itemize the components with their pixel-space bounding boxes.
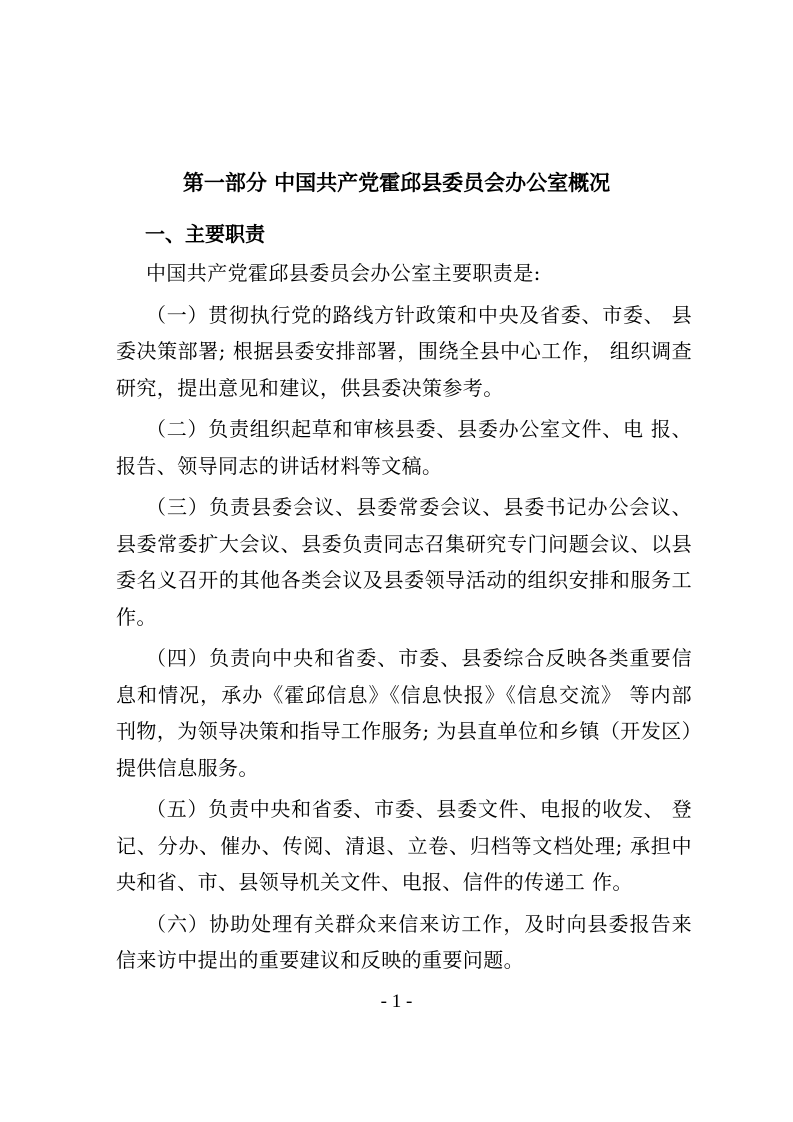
paragraph-item-1: （一）贯彻执行党的路线方针政策和中央及省委、市委、 县委决策部署; 根据县委安排部署，围绕全县中心工作， 组织调查研究，提出意见和建议，供县委决策参考。 — [116, 302, 692, 400]
document-title: 第一部分 中国共产党霍邱县委员会办公室概况 — [182, 171, 611, 195]
paragraph-item-6: （六）协助处理有关群众来信来访工作，及时向县委报告来信来访中提出的重要建议和反映的重要问题。 — [116, 911, 692, 972]
section-heading: 一、主要职责 — [145, 222, 265, 246]
body-text — [116, 255, 692, 984]
paragraph-intro: 中国共产党霍邱县委员会办公室主要职责是: — [146, 261, 541, 285]
page-number: - 1 - — [380, 991, 413, 1012]
paragraph-item-5: （五）负责中央和省委、市委、县委文件、电报的收发、 登记、分办、催办、传阅、清退、立卷、归档等文档处理; 承担中央和省、市、县领导机关文件、电报、信件的传递工 作。 — [116, 797, 692, 894]
paragraph-item-2: （二）负责组织起草和审核县委、县委办公室文件、电 报、报告、领导同志的讲话材料等文稿。 — [116, 417, 692, 478]
paragraph-item-4: （四）负责向中央和省委、市委、县委综合反映各类重要信息和情况，承办《霍邱信息》《信息快报》《信息交流》 等内部刊物，为领导决策和指导工作服务; 为县直单位和乡镇（开发区）提供信息服务。 — [116, 646, 692, 780]
paragraph-item-3: （三）负责县委会议、县委常委会议、县委书记办公会议、县委常委扩大会议、县委负责同志召集研究专门问题会议、以县委名义召开的其他各类会议及县委领导活动的组织安排和服务工作。 — [116, 495, 692, 629]
